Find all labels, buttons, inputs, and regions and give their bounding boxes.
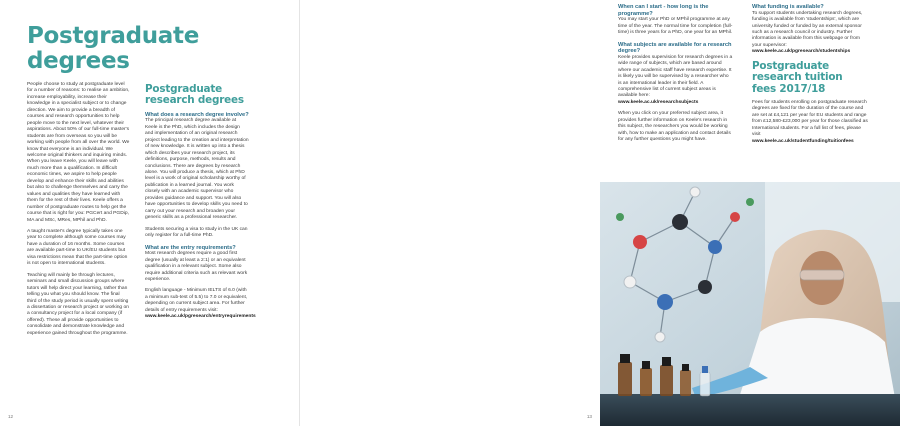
page-title-line-2: degrees [27,48,130,74]
answer-paragraph: Most research degrees require a good first degree (usually at least a 2:1) or an equivalent qualification in a relevant subject. Some also require additional criteria such as relevant work experience. [145,251,248,282]
answer-text: Keele provides supervision for research degrees in a wide range of subjects, which are based around where our academic staff have research expertise. It is likely you will be supervised by a researcher who is an international leader in their field. A comprehensive list of current subject areas is available here: [618,54,733,99]
question-heading: What are the entry requirements? [145,244,236,251]
answer-paragraph: You may start your PhD or MPhil programme at any time of the year. The normal time for completion (full-time) is three years for a PhD, one year for an MPhil. [618,17,733,36]
question-heading: When can I start - how long is the programme? [618,4,709,17]
fees-heading-line: Postgraduate [752,59,829,72]
intro-paragraph: People choose to study at postgraduate level for a number of reasons: to realise an ambition, increase employability, increase their knowledge in a specialist subject or to change direction. We aim to provide a breadth of courses and research opportunities to help people move to the next level, whatever their aspirations. About 50% of our full-time master's students are from overseas so you will be working with people from all over the world. We know that everyone is an individual. We welcome original thinkers and inquiring minds. When you leave Keele, you will leave with much more than a qualification. In difficult economic times, we aspire to help people develop and enhance their skills and abilities but also to challenge themselves and carry the values and qualities they have learned with them for the rest of their lives. Keele offers a number of postgraduate routes to help get the course that is right for you: PGCert and PGDip, MA and MSc, MRes, MPhil and PhD. [27,82,130,223]
right-page [300,0,868,426]
left-page [0,0,299,426]
research-subjects-link[interactable]: www.keele.ac.uk/researchsubjects [618,99,699,105]
research-heading-line: research degrees [145,94,244,107]
question-heading: What does a research degree involve? [145,111,249,118]
tuition-fees-heading [752,61,870,95]
intro-paragraph: A taught master's degree typically takes one year to complete although some courses may have a duration of 16 months. Some courses are available part-time to UK/EU students but visa restrictions mean that the part-time option is not open to international students. [27,228,128,267]
tuition-fees-link[interactable]: www.keele.ac.uk/studentfunding/tuitionfees [752,138,854,144]
answer-text: English language - Minimum IELTS of 6.0 (with a minimum sub-test of 5.5) to 7.0 or equivalent, depending on current subject area. For further details of entry requirements visit: [145,288,248,313]
intro-paragraph: Teaching will mainly be through lectures, seminars and small discussion groups where tutors will help direct your learning, rather than telling you what you should know. The final third of the study period is usually spent writing a dissertation or research project or working on a consultancy project for a local company (if offered). These all provide opportunities to consolidate and demonstrate knowledge and experience gained throughout the programme. [27,272,129,336]
research-heading-line: Postgraduate [145,83,222,95]
fees-heading-line: fees 2017/18 [752,82,826,95]
answer-paragraph: When you click on your preferred subject area, it provides further information on Keele's research in this subject, the researchers you would be working with, how to make an application and contact details for any further questions you might have. [618,111,731,143]
research-degrees-column [145,83,256,326]
answer-text: Fees for students enrolling on postgraduate research degrees are fixed for the duration of the course and are set at £4,121 per year for EU students and range from £12,580-£23,000 per year for those classified as International students. For a full list of fees, please visit [752,99,868,138]
answer-paragraph: The principal research degree available at Keele is the PhD, which includes the design and implementation of an original research project leading to the creation and interpretation of new knowledge. It is written up into a thesis which describes your research project, its definitions, purpose, methods, results and conclusions. There are degrees by research alone. You will produce a thesis, which at PhD level is a work of original scholarship worthy of publication in a learned journal. You work closely with an academic supervisor who provides guidance and support. You will also have opportunities to develop skills you need to carry out your research and broaden your generic skills as a professional researcher. [145,118,249,221]
question-heading: What funding is available? [752,4,824,10]
intro-column [27,82,130,342]
lab-photo-illustration [600,182,900,426]
lab-photo [600,182,900,426]
question-heading: What subjects are available for a research degree? [618,41,732,55]
research-faq-column [618,4,733,149]
page-title [27,24,199,74]
answer-paragraph: Students securing a visa to study in the UK can only register for a full-time PhD. [145,226,248,239]
answer-paragraph [145,288,256,320]
research-degrees-heading [145,84,249,107]
entry-requirements-link[interactable]: www.keele.ac.uk/pgresearch/entryrequirements [145,314,256,320]
page-number-right: 13 [586,414,592,419]
answer-paragraph [752,11,870,56]
answer-paragraph [752,100,870,145]
fees-heading-line: research tuition [752,71,843,84]
studentships-link[interactable]: www.keele.ac.uk/pgresearch/studentships [752,49,851,55]
funding-column [752,4,870,150]
answer-paragraph [618,55,733,107]
page-title-line-1: Postgraduate [27,23,200,49]
page-number-left: 12 [8,414,14,419]
answer-text: To support students undertaking research degrees, funding is available from 'studentships', which are university funded or funded by an external sponsor such as a research council or industry. Further information is available from this webpage or from your supervisor: [752,10,863,48]
